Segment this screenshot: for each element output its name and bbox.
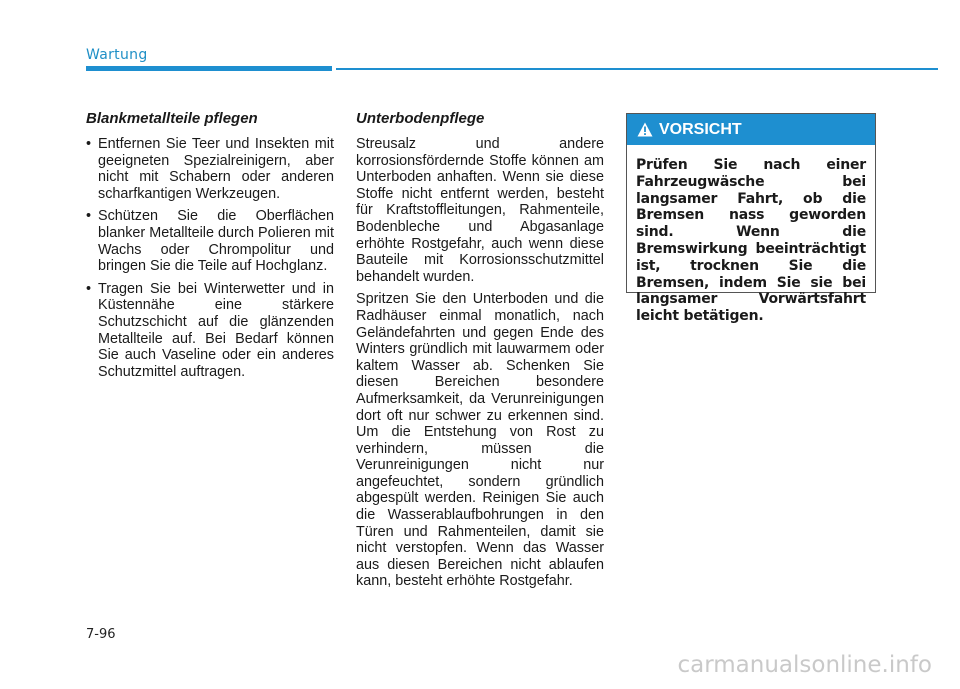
metal-care-list	[86, 136, 334, 380]
caution-header	[627, 114, 875, 145]
watermark: carmanualsonline.info	[677, 652, 932, 678]
list-item: • Schützen Sie die Oberflächen blanker Metallteile durch Polieren mit Wachs oder Chrompolitur und bringen Sie die Teile auf Hochglanz.	[86, 208, 334, 275]
header-rule-thick	[86, 66, 332, 71]
warning-triangle-icon	[637, 122, 653, 137]
section-label: Wartung	[86, 47, 148, 63]
underbody-heading: Unterbodenpflege	[356, 110, 485, 127]
page-number: 7-96	[86, 627, 116, 642]
caution-title: VORSICHT	[659, 120, 742, 138]
list-item-text: Entfernen Sie Teer und Insekten mit geeigneten Spezialreinigern, aber nicht mit Schabern oder anderen scharfkantigen Werkzeugen.	[98, 136, 334, 202]
list-item-text: Tragen Sie bei Winterwetter und in Küstennähe eine stärkere Schutzschicht auf die glänzenden Metallteile auf. Bei Bedarf können Sie auch Vaseline oder ein anderes Schutzmittel auftragen.	[98, 280, 334, 380]
underbody-paragraph: Streusalz und andere korrosionsfördernde Stoffe können am Unterboden anhaften. Wenn sie diese Stoffe nicht entfernt werden, besteht für Kraftstoffleitungen, Rahmenteile, Bodenbleche und Abgasanlage erhöhte Rostgefahr, auch wenn diese Bauteile mit Korrosionsschutzmittel behandelt wurden.	[356, 136, 604, 285]
list-item-text: Schützen Sie die Oberflächen blanker Metallteile durch Polieren mit Wachs oder Chrompolitur und bringen Sie die Teile auf Hochglanz.	[98, 208, 334, 275]
list-item: • Entfernen Sie Teer und Insekten mit geeigneten Spezialreinigern, aber nicht mit Schabern oder anderen scharfkantigen Werkzeugen.	[86, 136, 334, 202]
header-rule-thin	[336, 68, 938, 70]
caution-text: Prüfen Sie nach einer Fahrzeugwäsche bei langsamer Fahrt, ob die Bremsen nass geworden sind. Wenn die Bremswirkung beeinträchtigt ist, trocknen Sie die Bremsen, indem Sie sie bei langsamer Vorwärtsfahrt leicht betätigen.	[636, 157, 866, 325]
underbody-paragraph: Spritzen Sie den Unterboden und die Radhäuser einmal monatlich, nach Geländefahrten und gegen Ende des Winters gründlich mit lauwarmem oder kaltem Wasser ab. Schenken Sie diesen Bereichen besondere Aufmerksamkeit, da Verunreinigungen dort oft nur schwer zu erkennen sind. Um die Entstehung von Rost zu verhindern, müssen die Verunreinigungen nicht nur angefeuchtet, sondern gründlich abgespült werden. Reinigen Sie auch die Wasserablaufbohrungen in den Türen und Rahmenteilen, damit sie nicht verstopfen. Wenn das Wasser aus diesen Bereichen nicht ablaufen kann, besteht erhöhte Rostgefahr.	[356, 291, 604, 590]
caution-box	[626, 113, 876, 325]
metal-care-section	[86, 110, 334, 386]
list-item: • Tragen Sie bei Winterwetter und in Küstennähe eine stärkere Schutzschicht auf die glänzenden Metallteile auf. Bei Bedarf können Sie auch Vaseline oder ein anderes Schutzmittel auftragen.	[86, 280, 334, 380]
metal-care-heading: Blankmetallteile pflegen	[86, 110, 258, 127]
underbody-section	[356, 110, 604, 596]
